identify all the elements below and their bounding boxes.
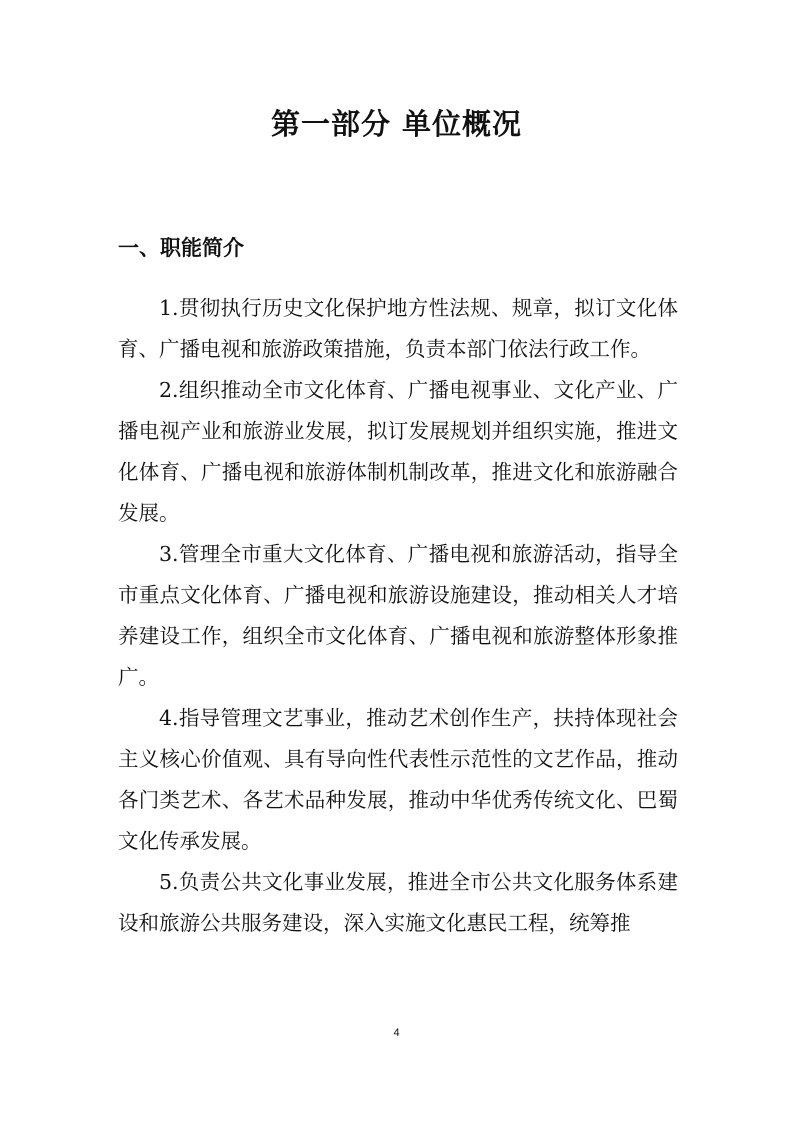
paragraph-1: 1.贯彻执行历史文化保护地方性法规、规章，拟订文化体育、广播电视和旅游政策措施，负责本部门依法行政工作。 [118, 296, 678, 361]
body-text [118, 288, 678, 944]
page-title: 第一部分 单位概况 [270, 107, 523, 141]
paragraph-5: 5.负责公共文化事业发展，推进全市公共文化服务体系建设和旅游公共服务建设，深入实施文化惠民工程，统筹推 [118, 870, 678, 935]
paragraph-2: 2.组织推动全市文化体育、广播电视事业、文化产业、广播电视产业和旅游业发展，拟订发展规划并组织实施，推进文化体育、广播电视和旅游体制机制改革，推进文化和旅游融合发展。 [118, 378, 678, 525]
section-heading: 一、职能简介 [118, 236, 244, 260]
paragraph-4: 4.指导管理文艺事业，推动艺术创作生产，扶持体现社会主义核心价值观、具有导向性代表性示范性的文艺作品，推动各门类艺术、各艺术品种发展，推动中华优秀传统文化、巴蜀文化传承发展。 [118, 706, 678, 853]
page-number: 4 [393, 1027, 400, 1039]
paragraph-3: 3.管理全市重大文化体育、广播电视和旅游活动，指导全市重点文化体育、广播电视和旅游设施建设，推动相关人才培养建设工作，组织全市文化体育、广播电视和旅游整体形象推广。 [118, 542, 678, 689]
